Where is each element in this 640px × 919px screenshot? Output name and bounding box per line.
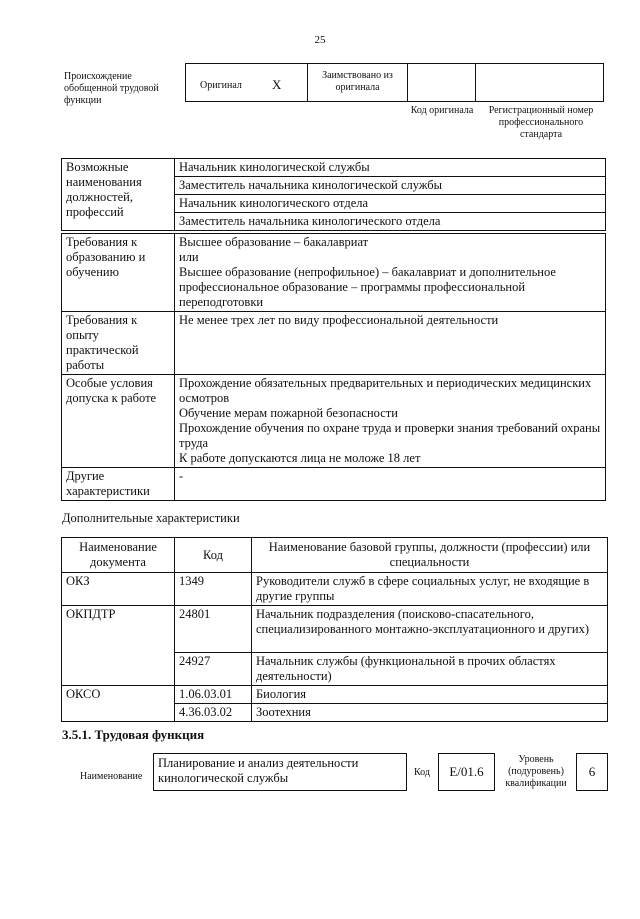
origin-original: Оригинал xyxy=(200,80,242,91)
code-caption: Код оригинала xyxy=(410,105,474,116)
req-line: Прохождение обучения по охране труда и проверки знания требований охраны труда xyxy=(179,421,601,450)
header-doc: Наименование документа xyxy=(62,538,175,573)
row-code: 1.06.03.01 xyxy=(175,686,252,704)
function-name-label: Наименование xyxy=(80,771,143,782)
table-row xyxy=(62,573,608,606)
req-line: Не менее трех лет по виду профессиональной деятельности xyxy=(179,313,499,327)
row-code: 24927 xyxy=(175,653,252,686)
additional-table xyxy=(61,537,608,722)
header-name: Наименование базовой группы, должности (профессии) или специальности xyxy=(252,538,608,573)
divider xyxy=(475,63,476,102)
row-code: 1349 xyxy=(175,573,252,606)
divider xyxy=(407,63,408,102)
req-line: Обучение мерам пожарной безопасности xyxy=(179,406,398,420)
position-item: Начальник кинологической службы xyxy=(175,159,605,177)
req-label: Требования к образованию и обучению xyxy=(62,234,175,312)
reg-caption: Регистрационный номер профессионального стандарта xyxy=(488,105,594,140)
table-row xyxy=(62,606,608,653)
req-line: Высшее образование (непрофильное) – бакалавриат и дополнительное профессиональное образование – программы профессиональной переподготовки xyxy=(179,265,556,309)
origin-label: Происхождение обобщенной трудовой функции xyxy=(64,71,159,106)
function-heading: 3.5.1. Трудовая функция xyxy=(62,727,205,742)
row-name: Начальник службы (функциональной в прочих областях деятельности) xyxy=(252,653,608,686)
position-item: Заместитель начальника кинологической службы xyxy=(175,177,605,195)
row-name: Биология xyxy=(252,686,608,704)
row-doc: ОКПДТР xyxy=(62,606,175,686)
req-label: Другие характеристики xyxy=(62,468,175,501)
origin-borrowed: Заимствовано из оригинала xyxy=(322,70,393,93)
req-line: Прохождение обязательных предварительных и периодических медицинских осмотров xyxy=(179,376,592,405)
row-name: Начальник подразделения (поисково-спасательного, специализированного монтажно-эксплуатационного и других) xyxy=(252,606,608,653)
req-line: К работе допускаются лица не моложе 18 лет xyxy=(179,451,421,465)
positions-table xyxy=(61,158,606,231)
table-row xyxy=(62,686,608,704)
function-code-value: E/01.6 xyxy=(438,753,495,791)
function-name-value: Планирование и анализ деятельности кинологической службы xyxy=(153,753,407,791)
row-code: 4.36.03.02 xyxy=(175,704,252,722)
req-line: - xyxy=(179,469,184,483)
req-label: Требования к опыту практической работы xyxy=(62,312,175,375)
row-doc: ОКЗ xyxy=(62,573,175,606)
row-name: Руководители служб в сфере социальных услуг, не входящие в другие группы xyxy=(252,573,608,606)
additional-title: Дополнительные характеристики xyxy=(62,511,240,525)
position-item: Заместитель начальника кинологического отдела xyxy=(179,214,441,228)
req-line: или xyxy=(179,250,199,264)
function-level-value: 6 xyxy=(576,753,608,791)
function-level-label: Уровень (подуровень) квалификации xyxy=(505,754,567,789)
origin-mark: X xyxy=(272,77,282,92)
req-label: Особые условия допуска к работе xyxy=(62,375,175,468)
position-item: Начальник кинологического отдела xyxy=(175,195,605,213)
req-line: Высшее образование – бакалавриат xyxy=(179,235,369,249)
function-code-label: Код xyxy=(414,767,430,778)
requirements-table xyxy=(61,233,606,501)
divider xyxy=(307,63,308,102)
header-code: Код xyxy=(175,538,252,573)
row-doc: ОКСО xyxy=(62,686,175,722)
page-number: 25 xyxy=(314,34,326,46)
row-code: 24801 xyxy=(175,606,252,653)
row-name: Зоотехния xyxy=(252,704,608,722)
positions-label: Возможные наименования должностей, профессий xyxy=(62,159,175,231)
